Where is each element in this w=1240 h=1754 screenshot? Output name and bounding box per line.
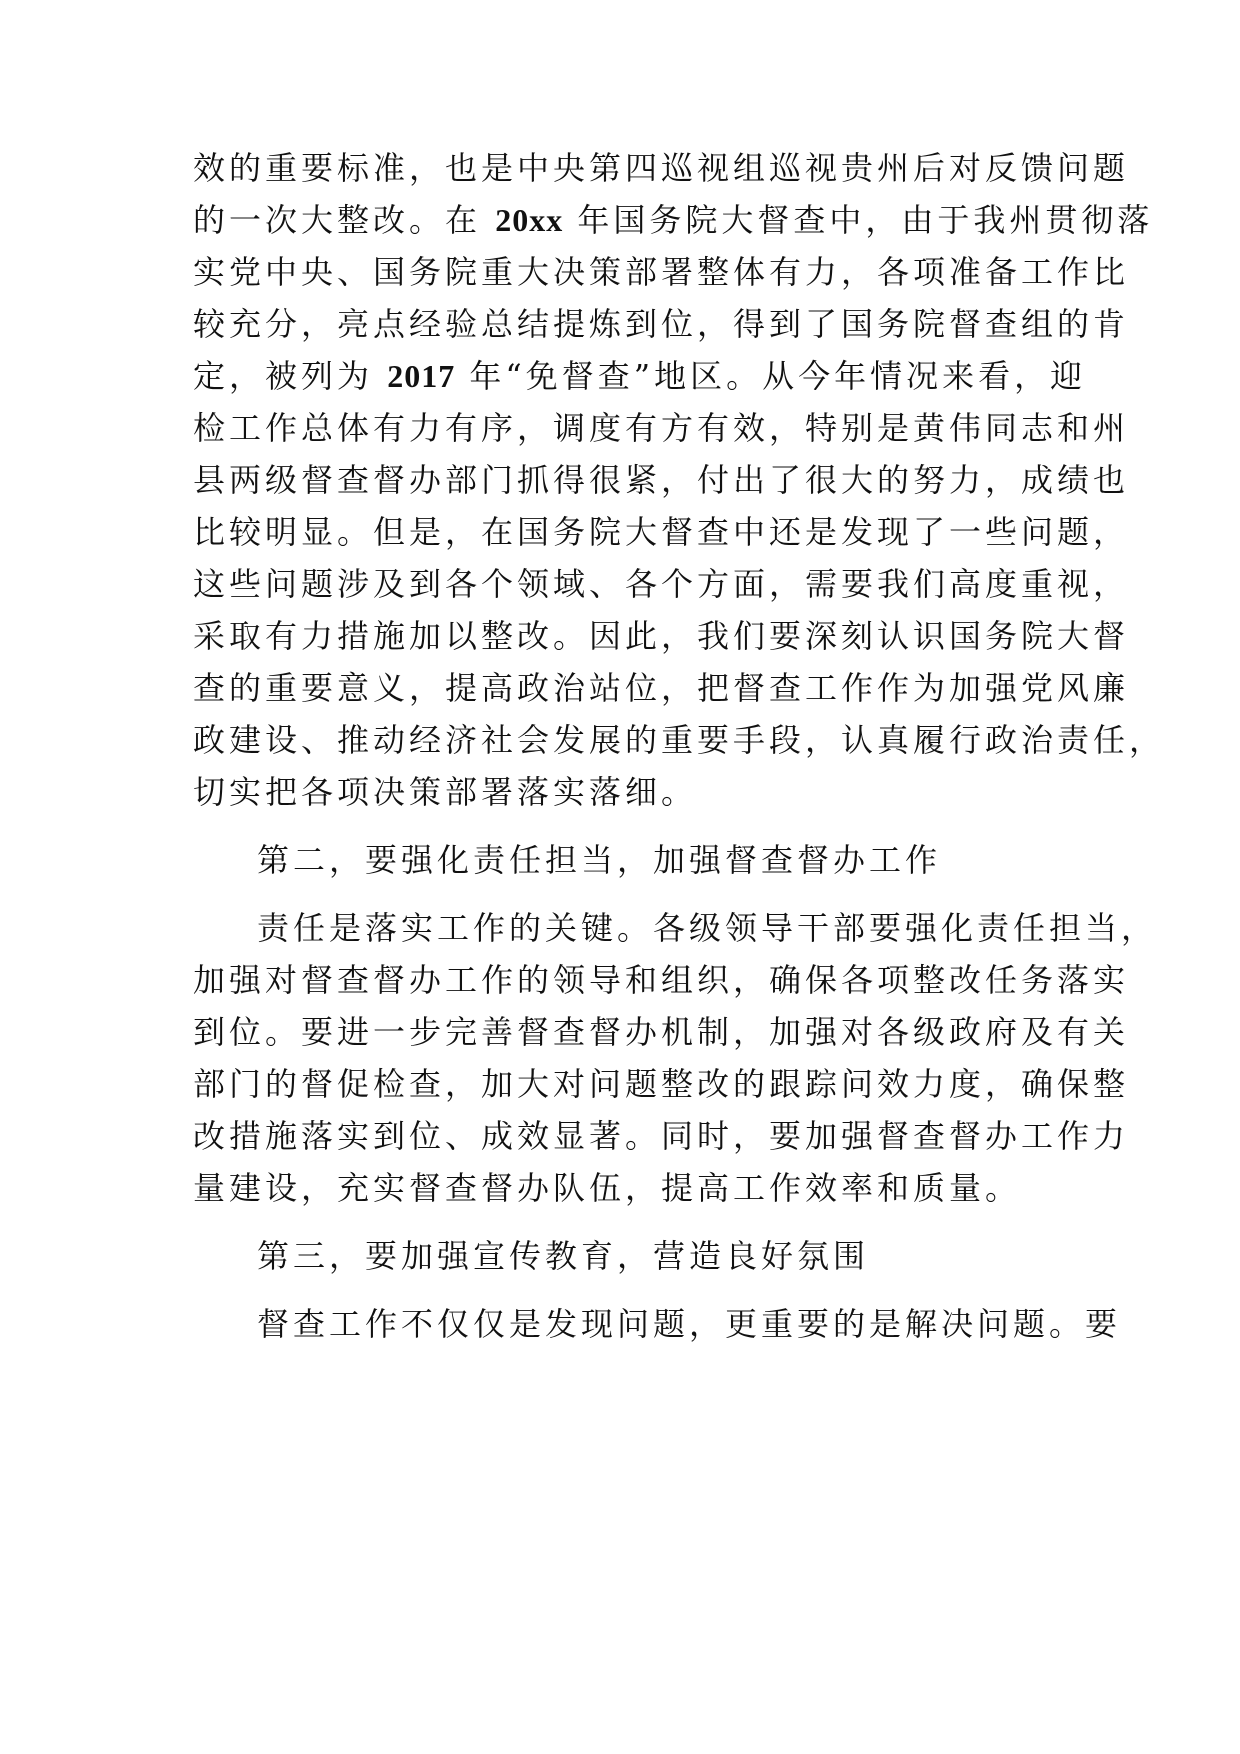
paragraph1-line: 县两级督查督办部门抓得很紧，付出了很大的努力，成绩也 bbox=[193, 461, 1130, 499]
paragraph1-line bbox=[193, 200, 1153, 240]
year-number: 2017 bbox=[387, 358, 456, 394]
section-heading: 第三，要加强宣传教育，营造良好氛围 bbox=[257, 1237, 870, 1275]
text-run: 的一次大整改。在 bbox=[193, 201, 496, 239]
paragraph1-line: 切实把各项决策部署落实落细。 bbox=[193, 773, 698, 811]
paragraph2-line: 量建设，充实督查督办队伍，提高工作效率和质量。 bbox=[193, 1169, 1022, 1207]
text-run: 定，被列为 bbox=[193, 357, 388, 395]
paragraph2-line: 加强对督查督办工作的领导和组织，确保各项整改任务落实 bbox=[193, 961, 1130, 999]
paragraph1-line: 比较明显。但是，在国务院大督查中还是发现了一些问题， bbox=[193, 513, 1130, 551]
paragraph1-line bbox=[193, 356, 1086, 396]
text-run: 年“免督查”地区。从今年情况来看，迎 bbox=[455, 357, 1087, 395]
text-run: 年国务院大督查中，由于我州贯彻落 bbox=[563, 201, 1154, 239]
section-heading: 第二，要强化责任担当，加强督查督办工作 bbox=[257, 841, 942, 879]
paragraph1-line: 检工作总体有力有序，调度有方有效，特别是黄伟同志和州 bbox=[193, 409, 1130, 447]
paragraph2-line: 责任是落实工作的关键。各级领导干部要强化责任担当， bbox=[257, 909, 1158, 947]
paragraph2-line: 到位。要进一步完善督查督办机制，加强对各级政府及有关 bbox=[193, 1013, 1130, 1051]
paragraph1-line: 采取有力措施加以整改。因此，我们要深刻认识国务院大督 bbox=[193, 617, 1130, 655]
paragraph1-line: 查的重要意义，提高政治站位，把督查工作作为加强党风廉 bbox=[193, 669, 1130, 707]
paragraph1-line: 较充分，亮点经验总结提炼到位，得到了国务院督查组的肯 bbox=[193, 305, 1130, 343]
paragraph1-line: 这些问题涉及到各个领域、各个方面，需要我们高度重视， bbox=[193, 565, 1130, 603]
paragraph2-line: 部门的督促检查，加大对问题整改的跟踪问效力度，确保整 bbox=[193, 1065, 1130, 1103]
year-number: 20xx bbox=[495, 202, 564, 238]
paragraph1-line: 效的重要标准，也是中央第四巡视组巡视贵州后对反馈问题 bbox=[193, 149, 1130, 187]
paragraph1-line: 实党中央、国务院重大决策部署整体有力，各项准备工作比 bbox=[193, 253, 1130, 291]
paragraph2-line: 改措施落实到位、成效显著。同时，要加强督查督办工作力 bbox=[193, 1117, 1130, 1155]
paragraph1-line: 政建设、推动经济社会发展的重要手段，认真履行政治责任， bbox=[193, 721, 1166, 759]
paragraph3-line: 督查工作不仅仅是发现问题，更重要的是解决问题。要 bbox=[257, 1305, 1122, 1343]
